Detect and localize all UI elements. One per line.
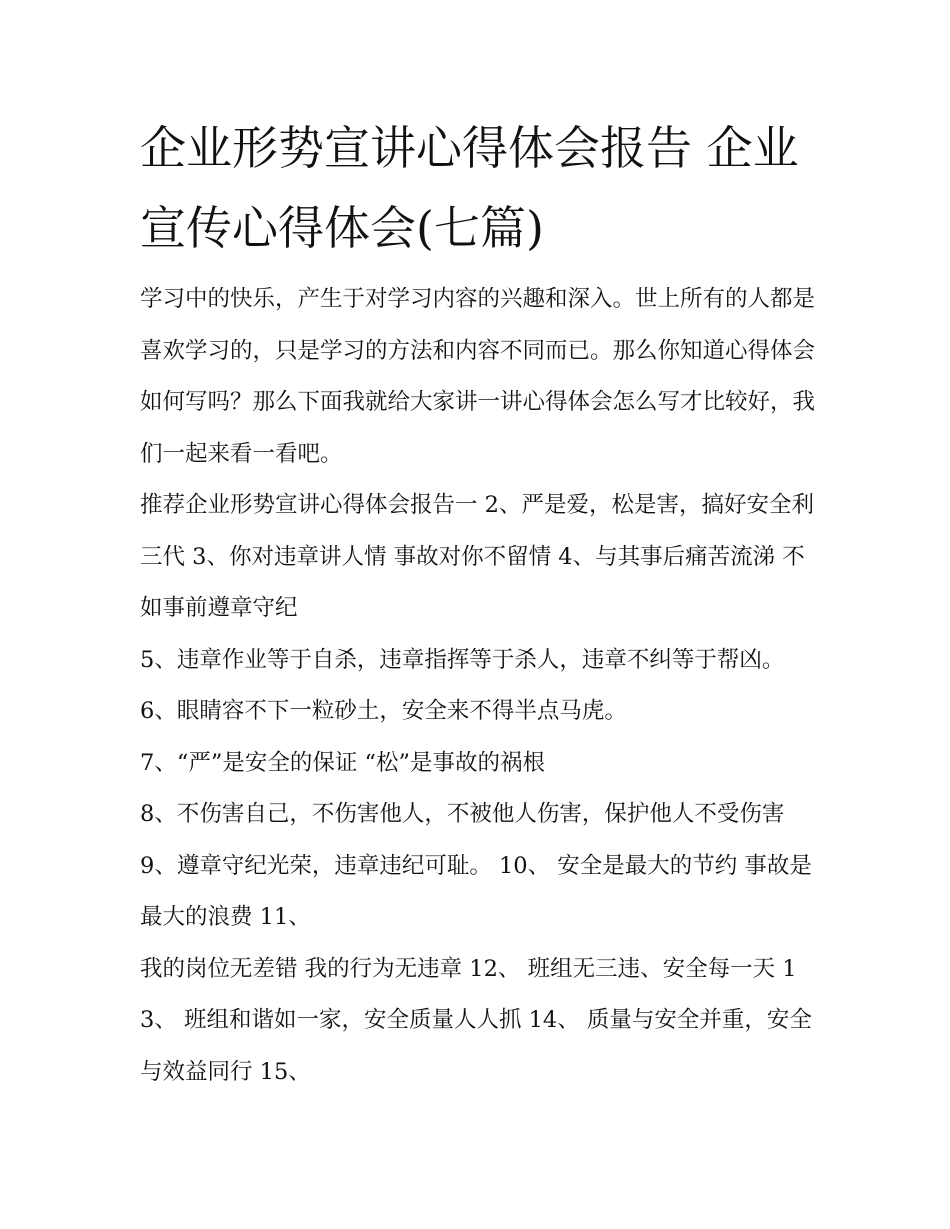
paragraph-intro: 学习中的快乐，产生于对学习内容的兴趣和深入。世上所有的人都是喜欢学习的，只是学习的方法和内容不同而已。那么你知道心得体会如何写吗？那么下面我就给大家讲一讲心得体会怎么写才比较好，我们一起来看一看吧。 [140,286,816,467]
paragraph-slogans-5: 我的岗位无差错 我的行为无违章 12、 班组无三违、安全每一天 13、 班组和谐如一家，安全质量人人抓 14、 质量与安全并重，安全与效益同行 15、 [140,955,812,1085]
paragraph-slogans-1: 推荐企业形势宣讲心得体会报告一 2、严是爱，松是害，搞好安全利三代 3、你对违章讲人情 事故对你不留情 4、与其事后痛苦流涕 不如事前遵章守纪 [140,492,814,621]
paragraph-slogans-4: 8、不伤害自己，不伤害他人，不被他人伤害，保护他人不受伤害 9、遵章守纪光荣，违章违纪可耻。 10、 安全是最大的节约 事故是最大的浪费 11、 [140,801,812,930]
paragraph-slogans-2: 5、违章作业等于自杀，违章指挥等于杀人，违章不纠等于帮凶。 6、眼睛容不下一粒砂土，安全来不得半点马虎。 [140,646,785,724]
paragraph-slogans-3: 7、“严”是安全的保证 “松”是事故的祸根 [140,749,545,776]
document-page [140,108,815,1098]
document-title: 企业形势宣讲心得体会报告 企业宣传心得体会(七篇) [140,121,799,255]
